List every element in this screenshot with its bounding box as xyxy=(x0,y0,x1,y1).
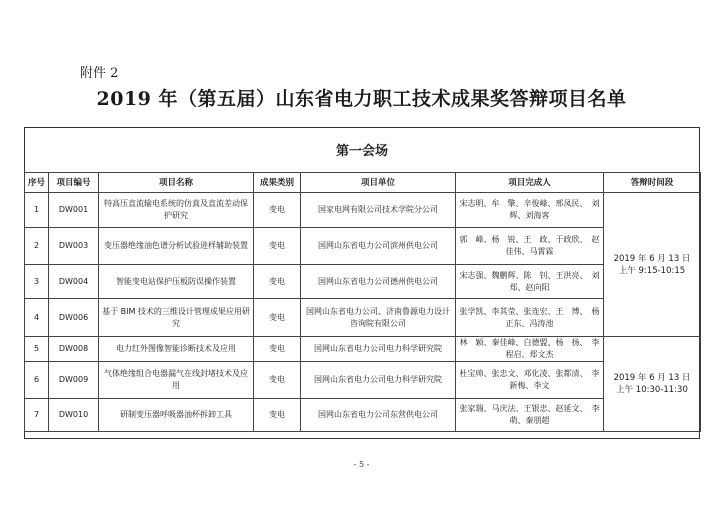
header-code: 项目编号 xyxy=(49,173,99,193)
table-row xyxy=(25,299,701,337)
header-unit: 项目单位 xyxy=(301,173,456,193)
cell-category: 变电 xyxy=(254,337,301,362)
cell-category: 变电 xyxy=(254,193,301,228)
time-slot-time: 上午 9:15-10:15 xyxy=(618,265,686,276)
cell-code: DW001 xyxy=(49,193,99,228)
project-table xyxy=(24,172,701,432)
cell-unit: 国网山东省电力公司、济南鲁源电力设计咨询院有限公司 xyxy=(301,299,456,337)
time-slot-time: 上午 10:30-11:30 xyxy=(616,385,688,395)
session-heading: 第一会场 xyxy=(335,144,388,159)
cell-unit: 国网山东省电力公司电力科学研究院 xyxy=(301,337,456,362)
header-name: 项目名称 xyxy=(99,173,254,193)
cell-no: 4 xyxy=(25,299,49,337)
table-row xyxy=(25,337,701,362)
cell-people: 宋志强、魏鹏辉、陈 钊、王洪亮、 刘 郑、赵向阳 xyxy=(456,265,604,299)
header-no: 序号 xyxy=(25,173,49,193)
cell-people: 杜宝帅、张忠文、邓化凌、张都清、 李新梅、李文 xyxy=(456,362,604,399)
cell-people: 张学凯、李其莹、张连宏、王 博、 杨正东、冯涛池 xyxy=(456,299,604,337)
cell-name: 气体绝缘组合电器漏气在线封堵技术及应用 xyxy=(99,362,254,399)
table-row xyxy=(25,193,701,228)
table-row xyxy=(25,265,701,299)
time-slot-date: 2019 年 6 月 13 日 xyxy=(613,253,691,264)
cell-code: DW003 xyxy=(49,228,99,265)
cell-name: 特高压直流输电系统的仿真及直流差动保护研究 xyxy=(99,193,254,228)
document-title: 2019 年（第五届）山东省电力职工技术成果奖答辩项目名单 xyxy=(96,88,627,110)
cell-people: 宋志明、牟 擎、辛俊峰、邢凤民、 刘 辉、刘海客 xyxy=(456,193,604,228)
header-people: 项目完成人 xyxy=(456,173,604,193)
cell-no: 3 xyxy=(25,265,49,299)
time-slot-date: 2019 年 6 月 13 日 xyxy=(613,373,691,383)
time-slot-cell xyxy=(604,193,701,337)
attachment-label: 附件 2 xyxy=(80,66,119,81)
cell-name: 研制变压器呼吸器油杯拆卸工具 xyxy=(99,399,254,432)
cell-no: 5 xyxy=(25,337,49,362)
cell-name: 智能变电站保护压板防误操作装置 xyxy=(99,265,254,299)
table-row xyxy=(25,399,701,432)
cell-category: 变电 xyxy=(254,299,301,337)
cell-code: DW006 xyxy=(49,299,99,337)
cell-category: 变电 xyxy=(254,228,301,265)
cell-code: DW004 xyxy=(49,265,99,299)
table-row xyxy=(25,362,701,399)
cell-no: 7 xyxy=(25,399,49,432)
page-number: - 5 - xyxy=(353,460,370,469)
table-row xyxy=(25,228,701,265)
header-time: 答辩时间段 xyxy=(604,173,701,193)
cell-code: DW010 xyxy=(49,399,99,432)
cell-name: 电力红外图像智能诊断技术及应用 xyxy=(99,337,254,362)
cell-code: DW008 xyxy=(49,337,99,362)
cell-category: 变电 xyxy=(254,399,301,432)
cell-no: 2 xyxy=(25,228,49,265)
cell-unit: 国网山东省电力公司滨州供电公司 xyxy=(301,228,456,265)
cell-category: 变电 xyxy=(254,265,301,299)
cell-unit: 国家电网有限公司技术学院分公司 xyxy=(301,193,456,228)
time-slot-cell xyxy=(604,337,701,432)
cell-people: 林 颖、秦佳峰、白德盟、杨 扬、 李程启、郑文杰 xyxy=(456,337,604,362)
cell-no: 1 xyxy=(25,193,49,228)
cell-code: DW009 xyxy=(49,362,99,399)
cell-category: 变电 xyxy=(254,362,301,399)
cell-unit: 国网山东省电力公司德州供电公司 xyxy=(301,265,456,299)
cell-people: 张家瑞、马庆法、王银忠、赵延文、 李 萌、秦朋超 xyxy=(456,399,604,432)
cell-no: 6 xyxy=(25,362,49,399)
header-category: 成果类别 xyxy=(254,173,301,193)
cell-name: 基于 BIM 技术的三维设计管理成果应用研究 xyxy=(99,299,254,337)
cell-people: 郭 峰、杨 锐、王 政、于政欣、 赵佳伟、马霄霖 xyxy=(456,228,604,265)
cell-unit: 国网山东省电力公司东营供电公司 xyxy=(301,399,456,432)
cell-name: 变压器绝缘油色谱分析试验进样辅助装置 xyxy=(99,228,254,265)
cell-unit: 国网山东省电力公司电力科学研究院 xyxy=(301,362,456,399)
table-header-row xyxy=(25,173,701,193)
